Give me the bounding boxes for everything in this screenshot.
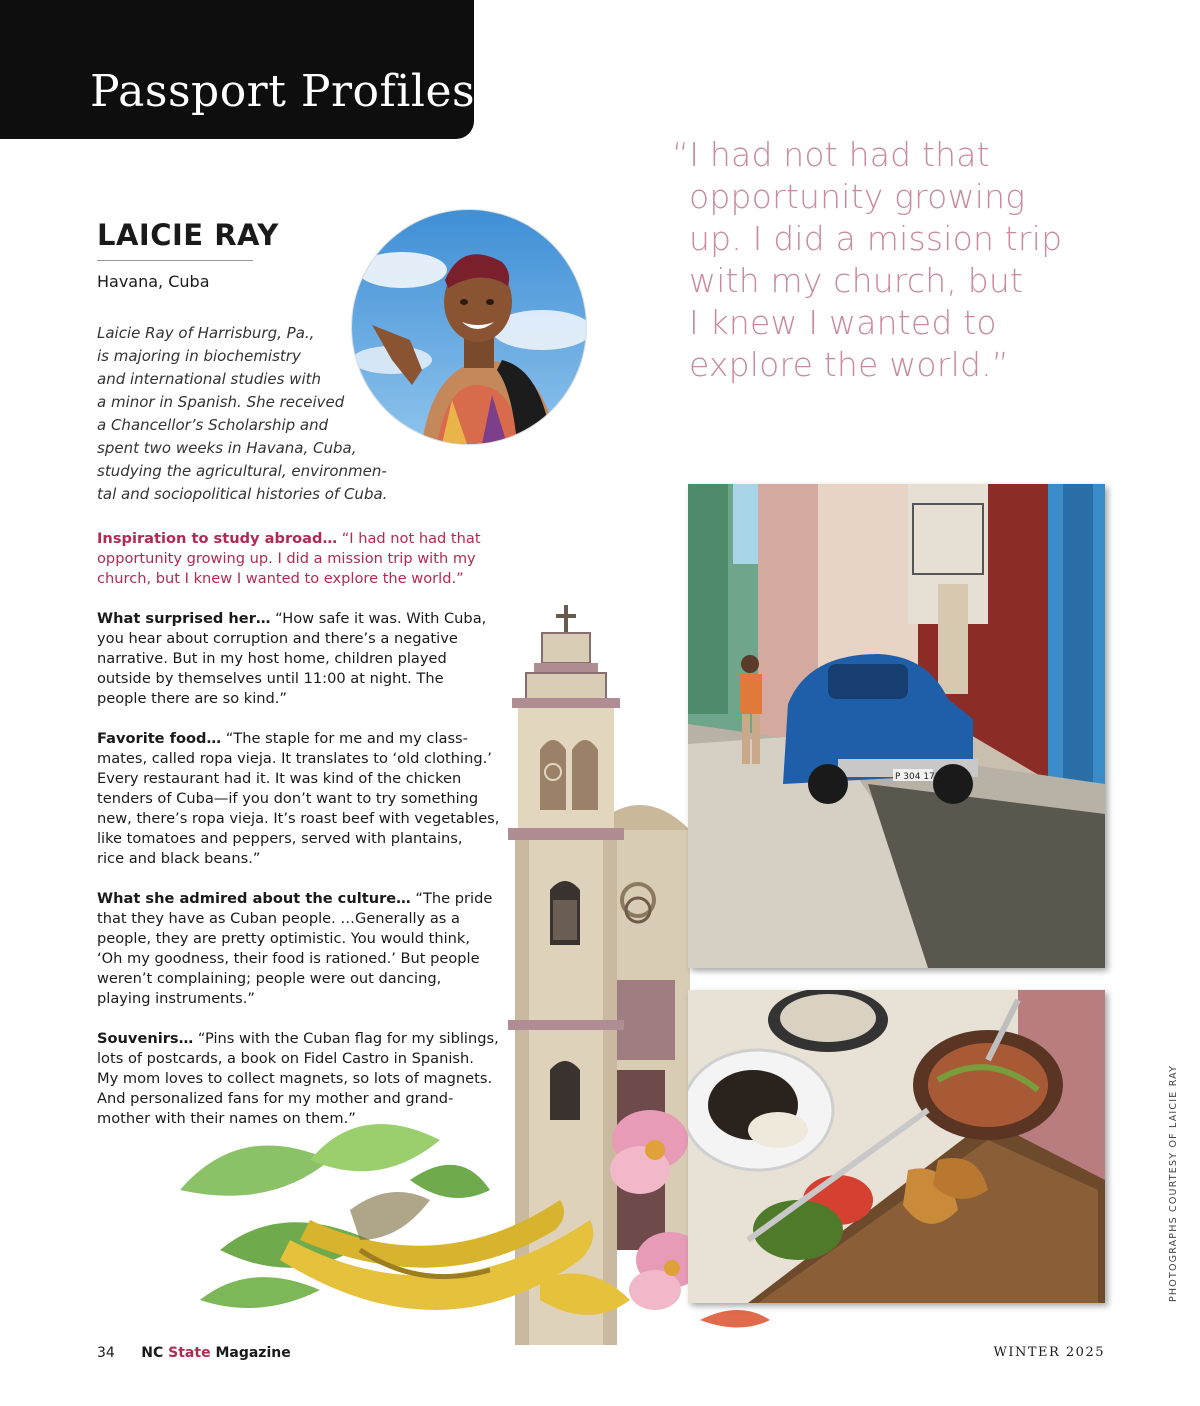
page-number: 34 — [97, 1345, 115, 1361]
qa-answer-line: playing instruments.” — [97, 990, 255, 1007]
qa-heading: Souvenirs… — [97, 1030, 194, 1047]
profile-intro — [97, 322, 397, 506]
name-divider — [97, 260, 253, 261]
pull-quote-line: with my church, but — [689, 261, 1024, 300]
magazine-word: Magazine — [215, 1345, 291, 1361]
intro-line: tal and sociopolitical histories of Cuba. — [97, 485, 388, 503]
pull-quote-line: explore the world.” — [689, 345, 1010, 384]
intro-line: is majoring in biochemistry — [97, 347, 301, 365]
qa-answer-line: narrative. But in my host home, children played — [97, 650, 447, 667]
qa-heading: What surprised her… — [97, 610, 271, 627]
photo-credit: PHOTOGRAPHS COURTESY OF LAICIE RAY — [1168, 1064, 1179, 1302]
qa-answer-line: ‘Oh my goodness, their food is rationed.’ But people — [97, 950, 480, 967]
qa-answer-line: new, there’s ropa vieja. It’s roast beef with vegetables, — [97, 810, 500, 827]
qa-block-inspiration — [97, 529, 497, 589]
qa-answer-line: “I had not had that — [341, 530, 481, 547]
intro-line: Laicie Ray of Harrisburg, Pa., — [97, 324, 315, 342]
profile-name: LAICIE RAY — [97, 218, 279, 252]
footer-left — [97, 1345, 291, 1361]
qa-answer-line: “How safe it was. With Cuba, — [275, 610, 487, 627]
qa-answer-line: outside by themselves until 11:00 at night. The — [97, 670, 444, 687]
issue-date: WINTER 2025 — [993, 1345, 1105, 1360]
qa-answer-line: tenders of Cuba—if you don’t want to try something — [97, 790, 479, 807]
qa-heading: Inspiration to study abroad… — [97, 530, 338, 547]
pull-quote — [672, 134, 1063, 386]
qa-answer-line: My mom loves to collect magnets, so lots of magnets. — [97, 1070, 493, 1087]
profile-location: Havana, Cuba — [97, 272, 210, 291]
magazine-state: State — [168, 1345, 211, 1361]
qa-answer-line: rice and black beans.” — [97, 850, 261, 867]
qa-answer-line: people, they are pretty optimistic. You would think, — [97, 930, 471, 947]
pull-quote-line: “I had not had that — [672, 135, 990, 174]
qa-answer-line: mates, called ropa vieja. It translates to ‘old clothing.’ — [97, 750, 492, 767]
qa-heading: Favorite food… — [97, 730, 222, 747]
food-photo — [688, 990, 1105, 1303]
pull-quote-line: I knew I wanted to — [689, 303, 997, 342]
license-plate-text: P 304 171 — [895, 772, 941, 782]
qa-answer-line: “Pins with the Cuban flag for my siblings, — [197, 1030, 499, 1047]
magazine-nc: NC — [141, 1345, 164, 1361]
magazine-name — [141, 1345, 290, 1361]
section-header — [0, 0, 474, 139]
qa-answer-line: Every restaurant had it. It was kind of the chicken — [97, 770, 462, 787]
intro-line: and international studies with — [97, 370, 322, 388]
qa-answer-line: mother with their names on them.” — [97, 1110, 356, 1127]
intro-line: a Chancellor’s Scholarship and — [97, 416, 329, 434]
qa-answer-line: lots of postcards, a book on Fidel Castro in Spanish. — [97, 1050, 474, 1067]
qa-answer-line: “The staple for me and my class- — [225, 730, 468, 747]
qa-answer-line: that they have as Cuban people. …Generally as a — [97, 910, 460, 927]
qa-answer-line: you hear about corruption and there’s a negative — [97, 630, 458, 647]
intro-line: a minor in Spanish. She received — [97, 393, 345, 411]
profile-photo — [351, 209, 587, 445]
qa-answer-line: like tomatoes and peppers, served with plantains, — [97, 830, 463, 847]
qa-heading: What she admired about the culture… — [97, 890, 411, 907]
qa-answer-line: opportunity growing up. I did a mission trip with my — [97, 550, 476, 567]
pull-quote-line: opportunity growing — [689, 177, 1026, 216]
section-title: Passport Profiles — [90, 66, 476, 117]
qa-answer-line: And personalized fans for my mother and grand- — [97, 1090, 454, 1107]
qa-answer-line: church, but I knew I wanted to explore the world.” — [97, 570, 464, 587]
qa-answer-line: people there are so kind.” — [97, 690, 287, 707]
pull-quote-line: up. I did a mission trip — [689, 219, 1063, 258]
qa-answer-line: weren’t complaining; people were out dancing, — [97, 970, 442, 987]
qa-answer-line: “The pride — [415, 890, 493, 907]
street-photo — [688, 484, 1105, 968]
intro-line: studying the agricultural, environmen- — [97, 462, 387, 480]
intro-line: spent two weeks in Havana, Cuba, — [97, 439, 357, 457]
